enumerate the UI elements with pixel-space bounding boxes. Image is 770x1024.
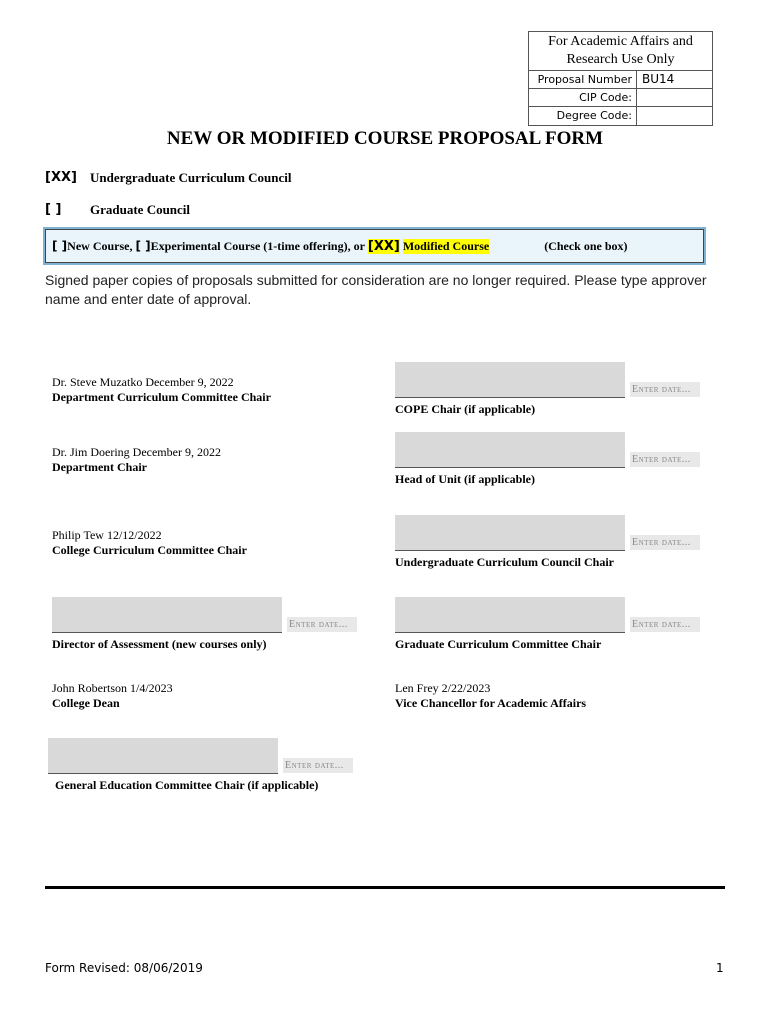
- approver-name-field[interactable]: [395, 432, 625, 468]
- approver-name[interactable]: Len Frey 2/22/2023: [395, 681, 491, 695]
- admin-box-header: For Academic Affairs and Research Use Only: [529, 32, 712, 71]
- experimental-course-label: Experimental Course (1-time offering),: [150, 238, 351, 253]
- admin-row-degree-code: [529, 107, 712, 125]
- course-type-box: [45, 229, 704, 263]
- approver-role: College Curriculum Committee Chair: [52, 543, 247, 557]
- approver-name-field[interactable]: [52, 597, 282, 633]
- date-field[interactable]: Enter date...: [630, 617, 700, 632]
- approver-name[interactable]: Dr. Steve Muzatko December 9, 2022: [52, 375, 234, 389]
- check-one-note: (Check one box): [544, 238, 628, 253]
- signature-dept-curriculum-chair: [52, 375, 271, 405]
- council-checkbox[interactable]: [XX]: [45, 170, 77, 185]
- approver-role: COPE Chair (if applicable): [395, 402, 536, 416]
- approver-role: Vice Chancellor for Academic Affairs: [395, 696, 587, 710]
- admin-row-proposal-number: [529, 71, 712, 89]
- admin-row-cip-code: [529, 89, 712, 107]
- approver-name-field[interactable]: [395, 515, 625, 551]
- admin-use-box: [528, 31, 713, 126]
- approver-role: Department Chair: [52, 460, 147, 474]
- experimental-course-checkbox[interactable]: [ ]: [135, 239, 151, 253]
- approver-role: College Dean: [52, 696, 120, 710]
- approver-role: Head of Unit (if applicable): [395, 472, 535, 486]
- council-graduate: [45, 202, 190, 218]
- council-label: Graduate Council: [90, 202, 191, 217]
- approver-name[interactable]: John Robertson 1/4/2023: [52, 681, 173, 695]
- approver-role: Undergraduate Curriculum Council Chair: [395, 555, 614, 569]
- approver-role: Graduate Curriculum Committee Chair: [395, 637, 602, 651]
- signature-vice-chancellor: [395, 681, 586, 711]
- page-number: 1: [716, 961, 724, 975]
- approver-role: Director of Assessment (new courses only): [52, 637, 267, 651]
- proposal-number-field[interactable]: BU14: [642, 72, 675, 86]
- approver-name[interactable]: Philip Tew 12/12/2022: [52, 528, 162, 542]
- modified-course-label: Modified Course: [402, 238, 490, 253]
- council-checkbox[interactable]: [ ]: [45, 202, 62, 217]
- date-field[interactable]: Enter date...: [630, 452, 700, 467]
- degree-code-label: Degree Code:: [529, 107, 637, 125]
- approver-name[interactable]: Dr. Jim Doering December 9, 2022: [52, 445, 221, 459]
- form-revised-text: Form Revised: 08/06/2019: [45, 961, 203, 975]
- council-label: Undergraduate Curriculum Council: [90, 170, 292, 185]
- footer-rule: [45, 886, 725, 889]
- instructions-text: Signed paper copies of proposals submitted for consideration are no longer required. Please type approver name and enter date of approval.: [45, 272, 707, 307]
- signature-college-curriculum-chair: [52, 528, 247, 558]
- date-field[interactable]: Enter date...: [287, 617, 357, 632]
- new-course-checkbox[interactable]: [ ]: [52, 239, 68, 253]
- signature-dept-chair: [52, 445, 221, 475]
- modified-course-checkbox[interactable]: [XX]: [367, 238, 400, 254]
- approver-role: Department Curriculum Committee Chair: [52, 390, 271, 404]
- form-title: NEW OR MODIFIED COURSE PROPOSAL FORM: [166, 128, 604, 149]
- cip-code-label: CIP Code:: [529, 89, 637, 106]
- cip-code-field[interactable]: [637, 89, 712, 106]
- approver-name-field[interactable]: [395, 362, 625, 398]
- date-field[interactable]: Enter date...: [630, 382, 700, 397]
- council-undergraduate: [45, 170, 292, 186]
- approver-name-field[interactable]: [395, 597, 625, 633]
- new-course-label: New Course,: [67, 238, 133, 253]
- signature-college-dean: [52, 681, 173, 711]
- proposal-number-label: Proposal Number: [529, 71, 637, 88]
- approver-name-field[interactable]: [48, 738, 278, 774]
- date-field[interactable]: Enter date...: [283, 758, 353, 773]
- or-text: or: [353, 238, 365, 253]
- date-field[interactable]: Enter date...: [630, 535, 700, 550]
- approver-role: General Education Committee Chair (if applicable): [55, 778, 319, 792]
- degree-code-field[interactable]: [637, 107, 712, 125]
